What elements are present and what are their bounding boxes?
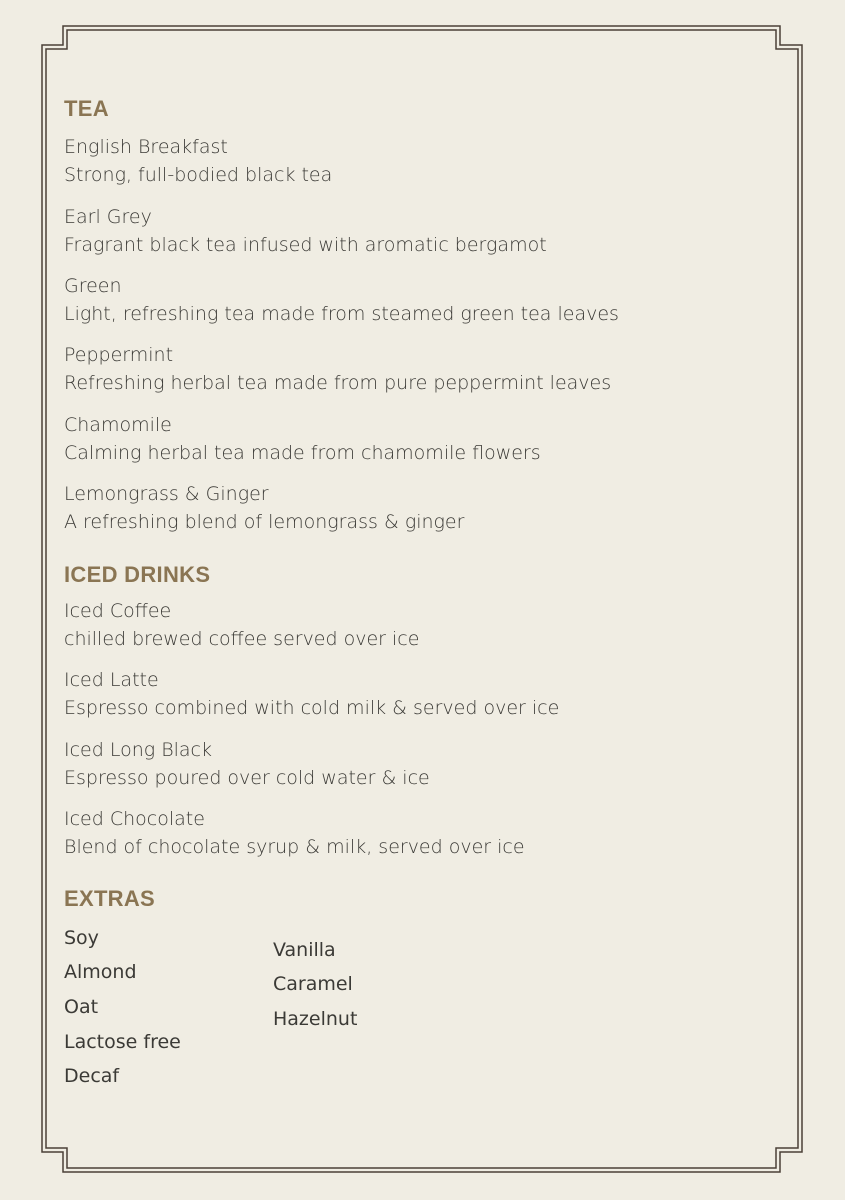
extra-caramel: Caramel [273, 973, 353, 995]
item-description: Espresso poured over cold water & ice [64, 767, 430, 789]
tea-item-chamomile [64, 411, 784, 467]
tea-item-peppermint [64, 341, 784, 397]
item-name: Iced Latte [64, 669, 159, 691]
item-description: Fragrant black tea infused with aromatic bergamot [64, 234, 547, 256]
iced-item-chocolate [64, 805, 784, 861]
item-name: Chamomile [64, 414, 172, 436]
extras-section-title: EXTRAS [64, 886, 156, 911]
item-description: A refreshing blend of lemongrass & ginger [64, 511, 465, 533]
tea-item-green [64, 272, 784, 328]
extra-vanilla: Vanilla [273, 939, 336, 961]
item-description: chilled brewed coffee served over ice [64, 628, 420, 650]
item-description: Strong, full-bodied black tea [64, 164, 333, 186]
iced-item-long-black [64, 736, 784, 792]
tea-section-title: TEA [64, 96, 109, 121]
item-name: Peppermint [64, 344, 174, 366]
item-description: Refreshing herbal tea made from pure peppermint leaves [64, 372, 612, 394]
item-name: Iced Chocolate [64, 808, 205, 830]
iced-item-latte [64, 666, 784, 722]
item-description: Light, refreshing tea made from steamed green tea leaves [64, 303, 619, 325]
item-name: English Breakfast [64, 136, 228, 158]
extra-oat: Oat [64, 996, 99, 1018]
extra-hazelnut: Hazelnut [273, 1008, 358, 1030]
item-description: Calming herbal tea made from chamomile flowers [64, 442, 541, 464]
item-name: Earl Grey [64, 206, 152, 228]
item-description: Blend of chocolate syrup & milk, served over ice [64, 836, 525, 858]
item-name: Green [64, 275, 122, 297]
iced-drinks-section-title: ICED DRINKS [64, 562, 211, 587]
item-name: Iced Long Black [64, 739, 213, 761]
extra-decaf: Decaf [64, 1065, 120, 1087]
tea-item-lemongrass-ginger [64, 480, 784, 536]
extra-lactose-free: Lactose free [64, 1031, 181, 1053]
item-name: Lemongrass & Ginger [64, 483, 269, 505]
extra-soy: Soy [64, 927, 99, 949]
tea-item-earl-grey [64, 203, 784, 259]
iced-item-coffee [64, 597, 784, 653]
tea-item-english-breakfast [64, 133, 784, 189]
item-name: Iced Coffee [64, 600, 172, 622]
extra-almond: Almond [64, 961, 137, 983]
item-description: Espresso combined with cold milk & served over ice [64, 697, 560, 719]
